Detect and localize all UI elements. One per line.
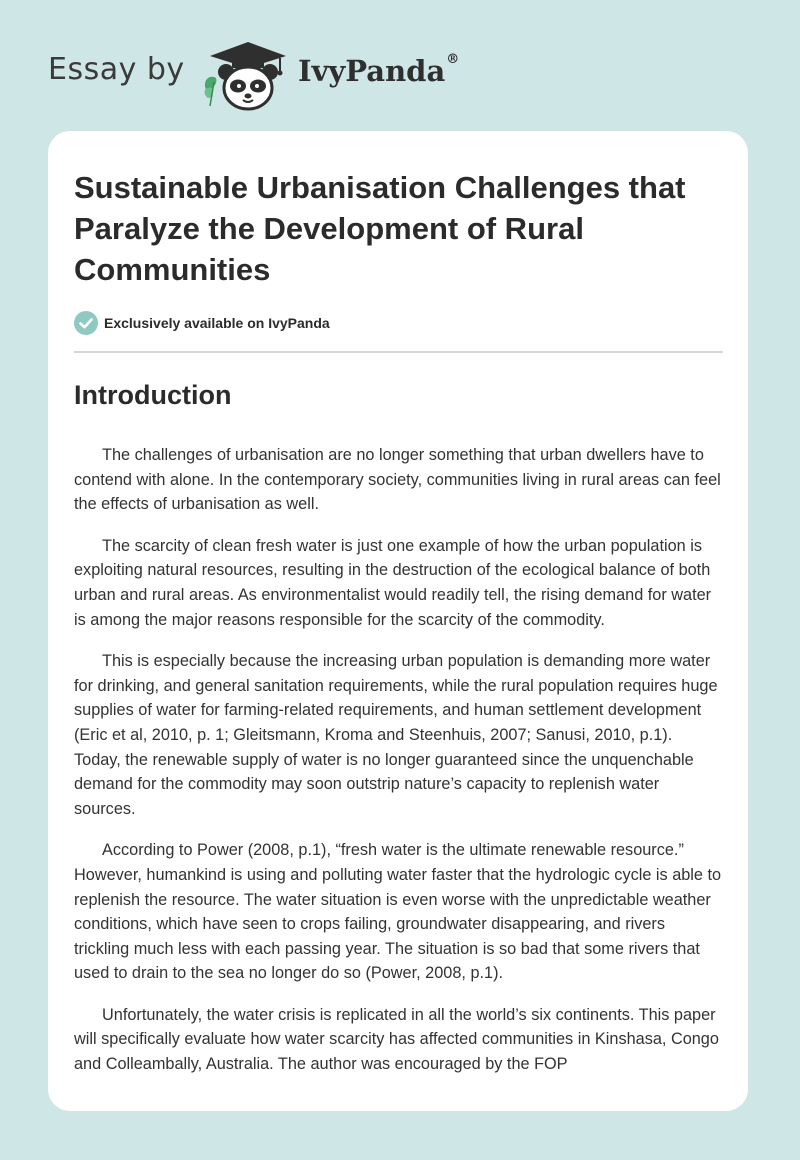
- section-heading: Introduction: [74, 380, 232, 410]
- exclusive-badge: [74, 310, 723, 336]
- divider: [74, 351, 723, 353]
- check-circle-icon: [74, 311, 98, 335]
- essay-title: Sustainable Urbanisation Challenges that Paralyze the Development of Rural Communities: [74, 170, 686, 287]
- brand-name[interactable]: IvyPanda®: [298, 52, 460, 88]
- registered-mark: ®: [446, 52, 460, 67]
- paragraph: The scarcity of clean fresh water is just one example of how the urban population is exploiting natural resources, resulting in the destruction of the ecological balance of both urban and rural areas. As environmentalist would readily tell, the rising demand for water is among the major reasons responsible for the scarcity of the commodity.: [74, 536, 712, 629]
- paragraph: Unfortunately, the water crisis is replicated in all the world’s six continents. This paper will specifically evaluate how water scarcity has affected communities in Kinshasa, Congo and Colleambally, Australia. The author was encouraged by the FOP: [74, 1005, 719, 1074]
- essay-content: [74, 167, 723, 1094]
- paragraph: According to Power (2008, p.1), “fresh water is the ultimate renewable resource.” However, humankind is using and polluting water faster that the hydrologic cycle is able to replenish the resource. The water situation is even worse with the unpredictable weather conditions, which have seen to crops failing, groundwater disappearing, and rivers trickling much less with each passing year. The situation is so bad that some rivers that used to drain to the sea no longer do so (Power, 2008, p.1).: [74, 841, 722, 983]
- leaf-icon: [205, 77, 217, 106]
- paragraph: This is especially because the increasing urban population is demanding more water for drinking, and general sanitation requirements, while the rural population requires huge supplies of water for farming-related requirements, and human settlement development (Eric et al, 2010, p. 1; Gleitsmann, Kroma and Steenhuis, 2007; Sanusi, 2010, p.1). Today, the renewable supply of water is no longer guaranteed since the unquenchable demand for the commodity may soon outstrip nature’s capacity to replenish water sources.: [74, 652, 718, 818]
- paragraph: The challenges of urbanisation are no longer something that urban dwellers have to contend with alone. In the contemporary society, communities living in rural areas can feel the effects of urbanisation as well.: [74, 446, 721, 514]
- essay-card: [48, 131, 748, 1111]
- essay-body: [74, 443, 723, 1077]
- site-header: [48, 32, 508, 112]
- essay-by-label: Essay by: [48, 52, 185, 87]
- panda-graduation-cap-icon[interactable]: [200, 36, 292, 112]
- exclusive-badge-text: Exclusively available on IvyPanda: [104, 315, 330, 331]
